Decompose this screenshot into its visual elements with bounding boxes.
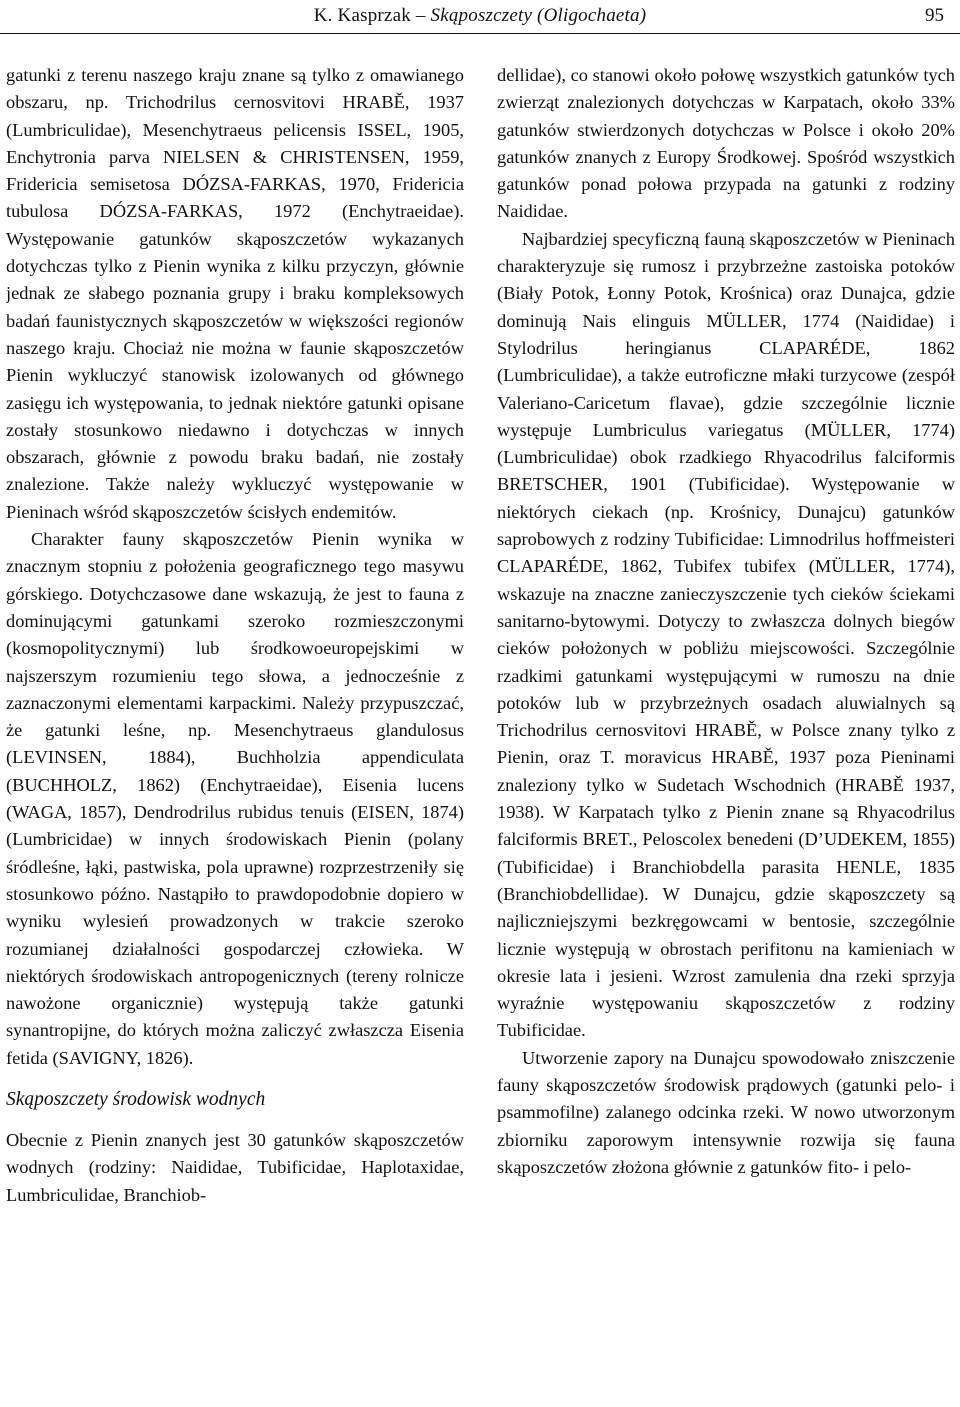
running-head-title	[0, 2, 960, 30]
left-paragraph-3: Obecnie z Pienin znanych jest 30 gatunków skąposzczetów wodnych (rodziny: Naididae, Tubificidae, Haplotaxidae, Lumbriculidae, Branchiob-	[6, 1129, 464, 1205]
right-column	[497, 62, 955, 1402]
right-paragraph-2: Najbardziej specyficzną fauną skąposzczetów w Pieninach charakteryzuje się rumosz i przybrzeżne zastoiska potoków (Biały Potok, Łonny Potok, Krośnica) oraz Dunajca, gdzie dominują Nais elinguis MÜLLER, 1774 (Naididae) i Stylodrilus heringianus CLAPARÉDE, 1862 (Lumbriculidae), a także eutroficzne młaki turzycowe (zespół Valeriano-Caricetum flavae), gdzie szczególnie licznie występuje Lumbriculus variegatus (MÜLLER, 1774) (Lumbriculidae) obok rzadkiego Rhyacodrilus falciformis BRETSCHER, 1901 (Tubificidae). Występowanie w niektórych ciekach (np. Krośnicy, Dunajcu) gatunków saprobowych z rodziny Tubificidae: Limnodrilus hoffmeisteri CLAPARÉDE, 1862, Tubifex tubifex (MÜLLER, 1774), wskazuje na znaczne zanieczyszczenie tych cieków ściekami sanitarno-bytowymi. Dotyczy to zwłaszcza dolnych biegów cieków położonych w pobliżu miejscowości. Szczególnie rzadkimi gatunkami występującymi w rumoszu na dnie potoków lub w przybrzeżnych osadach aluwialnych są Trichodrilus cernosvitovi HRABĚ, w Polsce znany tylko z Pienin, oraz T. moravicus HRABĚ, 1937 poza Pieninami znaleziony tylko w Sudetach Wschodnich (HRABĚ 1937, 1938). W Karpatach tylko z Pienin znane są Rhyacodrilus falciformis BRET., Peloscolex benedeni (D’UDEKEM, 1855) (Tubificidae) i Branchiobdella parasita HENLE, 1835 (Branchiobdellidae). W Dunajcu, gdzie skąposzczety są najliczniejszymi bezkręgowcami w bentosie, szczególnie licznie występują w obrostach perifitonu na kamieniach w okresie lata i jesieni. Wzrost zamulenia dna rzeki sprzyja wyraźnie występowaniu skąposzczetów z rodziny Tubificidae.	[497, 228, 955, 1041]
right-paragraph-1: dellidae), co stanowi około połowę wszystkich gatunków tych zwierząt znalezionych dotychczas w Karpatach, około 33% gatunków stwierdzonych dotychczas w Polsce i około 20% gatunków znanych z Europy Środkowej. Spośród wszystkich gatunków ponad połowa przypada na gatunki z rodziny Naididae.	[497, 65, 955, 222]
left-column	[6, 62, 464, 1402]
page-number: 95	[925, 5, 944, 26]
right-paragraph-3: Utworzenie zapory na Dunajcu spowodowało zniszczenie fauny skąposzczetów środowisk prądowych (gatunki pelo- i psammofilne) zalanego odcinka rzeki. W nowo utworzonym zbiorniku zaporowym intensywnie rozwija się fauna skąposzczetów złożona głównie z gatunków fito- i pelo-	[497, 1047, 955, 1177]
left-paragraph-1: gatunki z terenu naszego kraju znane są tylko z omawianego obszaru, np. Trichodrilus cernosvitovi HRABĚ, 1937 (Lumbriculidae), Mesenchytraeus pelicensis ISSEL, 1905, Enchytronia parva NIELSEN & CHRISTENSEN, 1959, Fridericia semisetosa DÓZSA-FARKAS, 1970, Fridericia tubulosa DÓZSA-FARKAS, 1972 (Enchytraeidae). Występowanie gatunków skąposzczetów wykazanych dotychczas tylko z Pienin wynika z kilku przyczyn, głównie jednak ze słabego poznania grupy i braku kompleksowych badań faunistycznych skąposzczetów w większości regionów naszego kraju. Chociaż nie można w faunie skąposzczetów Pienin wykluczyć stanowisk izolowanych od głównego zasięgu ich występowania, to jednak niektóre gatunki opisane zostały stosunkowo niedawno i dotychczas w innych obszarach, głównie z powodu braku badań, nie zostały znalezione. Także należy wykluczyć występowanie w Pieninach wśród skąposzczetów ścisłych endemitów.	[6, 65, 464, 522]
running-head-dash: –	[410, 5, 431, 26]
left-paragraph-2: Charakter fauny skąposzczetów Pienin wynika w znacznym stopniu z położenia geograficznego tego masywu górskiego. Dotychczasowe dane wskazują, że jest to fauna z dominującymi gatunkami szeroko rozmieszczonymi (kosmopolitycznymi) lub środkowoeuropejskimi w najszerszym rozumieniu tego słowa, a jednocześnie z zaznaczonymi elementami karpackimi. Należy przypuszczać, że gatunki leśne, np. Mesenchytraeus glandulosus (LEVINSEN, 1884), Buchholzia appendiculata (BUCHHOLZ, 1862) (Enchytraeidae), Eisenia lucens (WAGA, 1857), Dendrodrilus rubidus tenuis (EISEN, 1874) (Lumbricidae) w innych środowiskach Pienin (polany śródleśne, łąki, pastwiska, pola uprawne) rozprzestrzeniły się stosunkowo późno. Nastąpiło to prawdopodobnie dopiero w wyniku wylesień prowadzonych w trakcie szeroko rozumianej działalności gospodarczej człowieka. W niektórych środowiskach antropogenicznych (tereny rolnicze nawożone organicznie) występują także gatunki synantropijne, do których można zaliczyć zwłaszcza Eisenia fetida (SAVIGNY, 1826).	[6, 529, 464, 1068]
running-head-author: K. Kasprzak	[313, 5, 411, 26]
running-head-title-italic: Skąposzczety (Oligochaeta)	[430, 5, 647, 26]
header-rule	[0, 33, 960, 34]
section-title: Skąposzczety środowisk wodnych	[6, 1088, 266, 1110]
running-head	[0, 2, 960, 30]
